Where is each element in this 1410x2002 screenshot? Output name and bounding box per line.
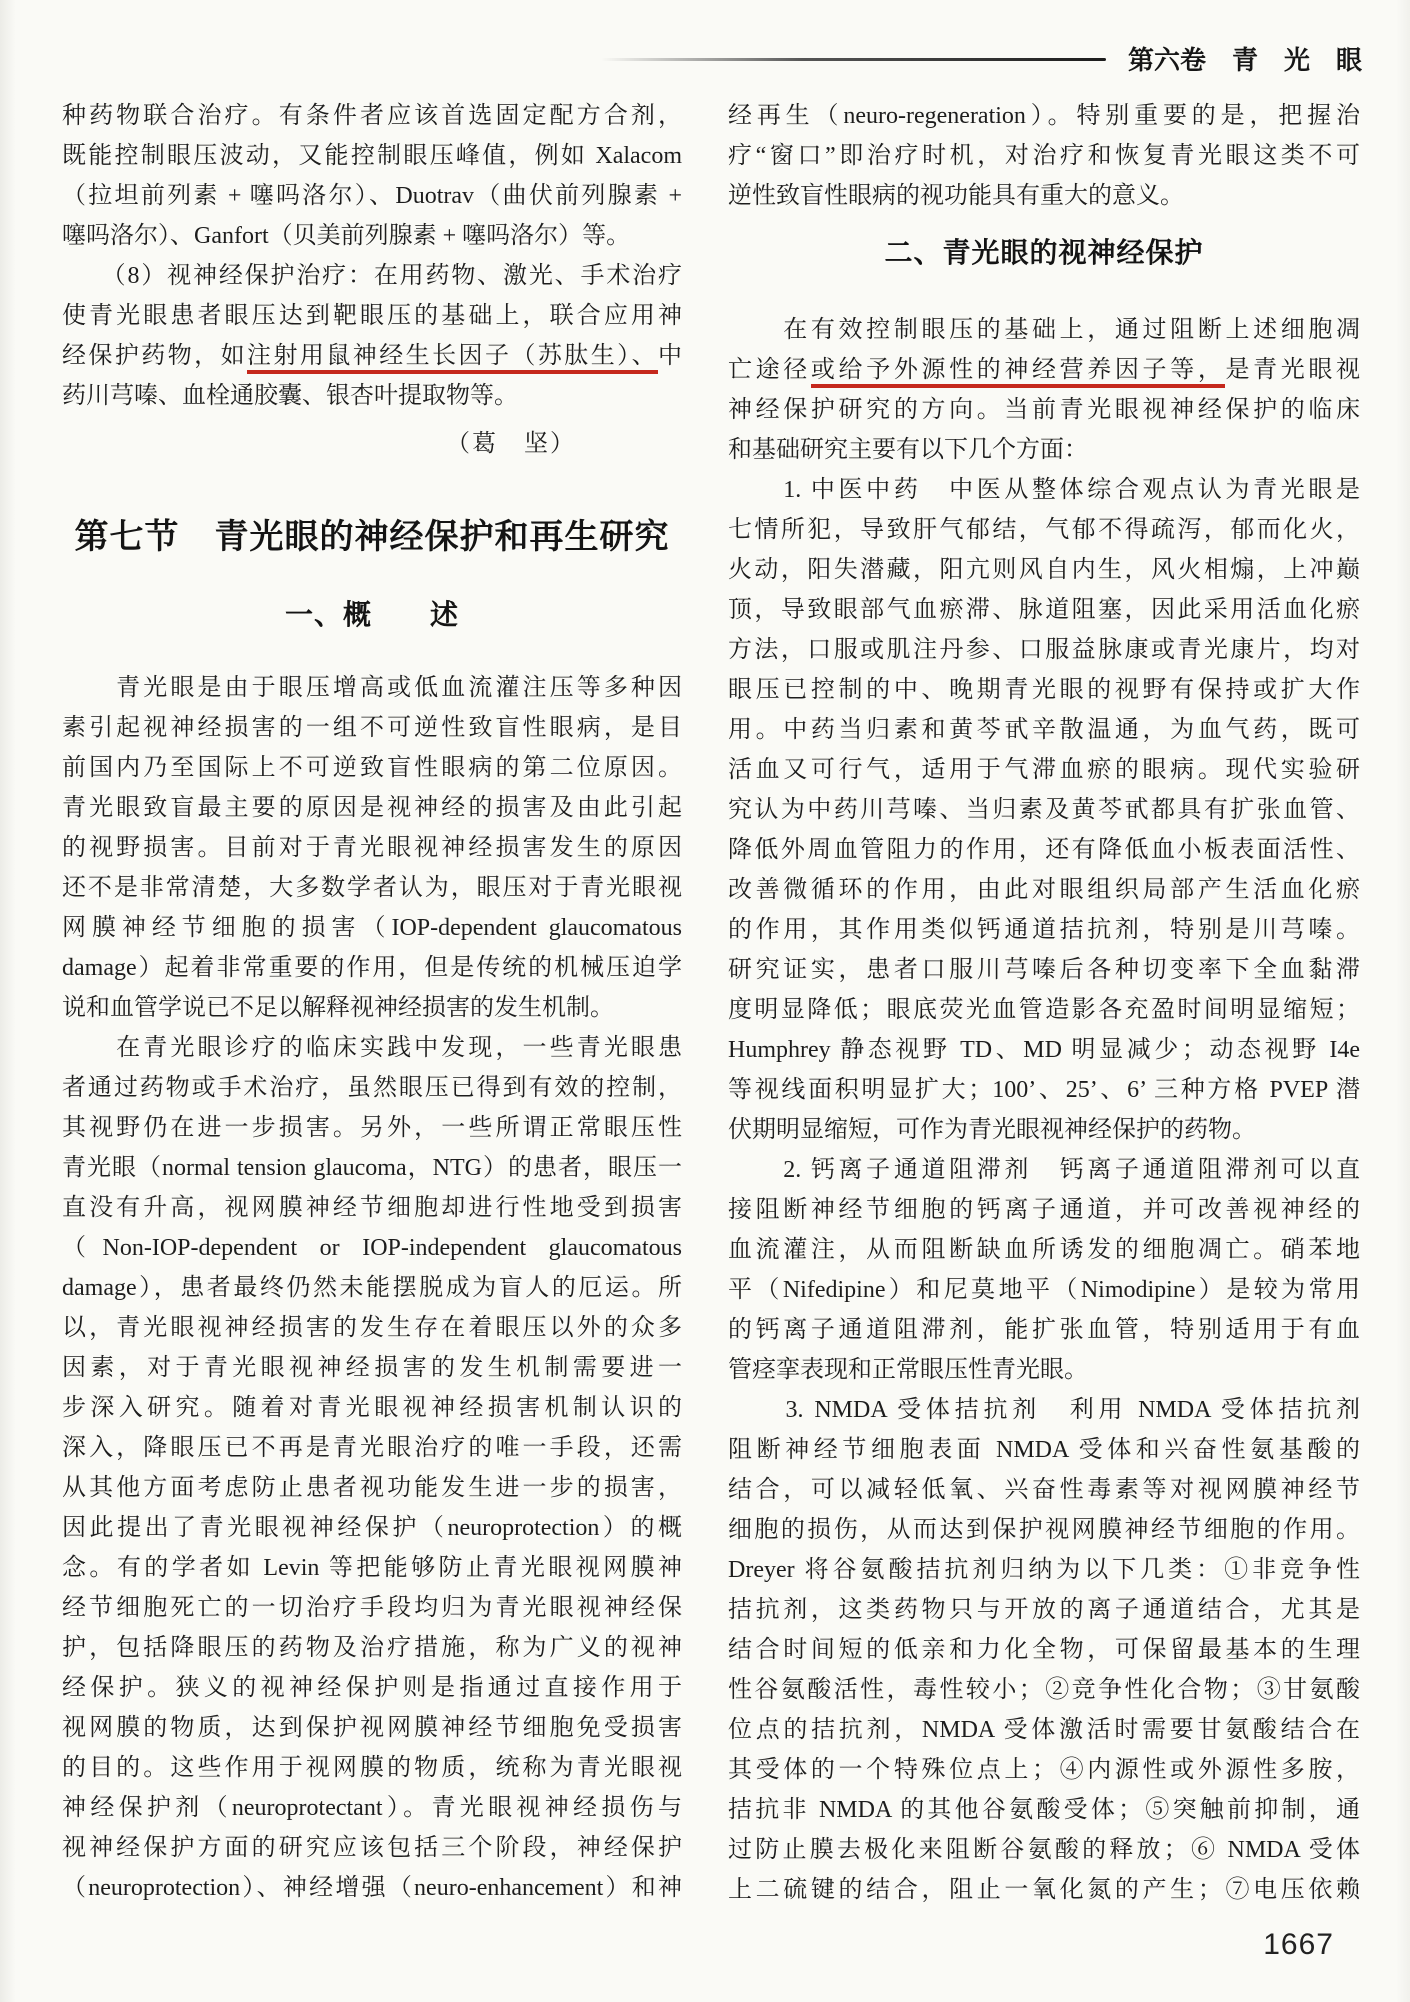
text-line: 眼压已控制的中、晚期青光眼的视野有保持或扩大作	[728, 677, 1360, 703]
text-line: 伏期明显缩短，可作为青光眼视神经保护的药物。	[728, 1117, 1256, 1143]
text-line: 从其他方面考虑防止患者视功能发生进一步的损害，	[62, 1475, 682, 1501]
text-segment: 是青光眼视	[1225, 357, 1361, 383]
text-line: 1. 中医中药 中医从整体综合观点认为青光眼是	[728, 477, 1360, 503]
text-line: 经再生（neuro-regeneration）。特别重要的是，把握治	[728, 103, 1360, 129]
text-line: 和基础研究主要有以下几个方面：	[728, 437, 1088, 463]
text-line: 的作用，其作用类似钙通道拮抗剂，特别是川芎嗪。	[728, 917, 1360, 943]
text-line: 过防止膜去极化来阻断谷氨酸的释放；⑥ NMDA 受体	[728, 1837, 1360, 1863]
text-line: 阻断神经节细胞表面 NMDA 受体和兴奋性氨基酸的	[728, 1437, 1360, 1463]
text-line: damage），患者最终仍然未能摆脱成为盲人的厄运。所	[62, 1275, 682, 1301]
text-segment: 经保护药物，如	[62, 343, 248, 369]
text-segment: 亡途径	[728, 357, 811, 383]
text-line: 经节细胞死亡的一切治疗手段均归为青光眼视神经保	[62, 1595, 682, 1621]
text-line: 网膜神经节细胞的损害（IOP-dependent glaucomatous	[62, 915, 682, 941]
text-line: 青光眼是由于眼压增高或低血流灌注压等多种因	[62, 675, 682, 701]
text-line	[728, 350, 1360, 390]
header-rule	[601, 58, 1106, 61]
text-line: 3. NMDA 受体拮抗剂 利用 NMDA 受体拮抗剂	[728, 1397, 1360, 1423]
text-line: 还不是非常清楚，大多数学者认为，眼压对于青光眼视	[62, 875, 682, 901]
subsection-title: 二、青光眼的视神经保护	[884, 237, 1204, 268]
text-line: 管痉挛表现和正常眼压性青光眼。	[728, 1357, 1088, 1383]
text-line: 使青光眼患者眼压达到靶眼压的基础上，联合应用神	[62, 303, 682, 329]
text-line: 结合时间短的低亲和力化全物，可保留最基本的生理	[728, 1637, 1360, 1663]
left-column	[62, 96, 682, 1908]
text-line: 用。中药当归素和黄芩甙辛散温通，为血气药，既可	[728, 717, 1360, 743]
text-line: 结合，可以减轻低氧、兴奋性毒素等对视网膜神经节	[728, 1477, 1360, 1503]
text-line: 青光眼致盲最主要的原因是视神经的损害及由此引起	[62, 795, 682, 821]
text-line: （拉坦前列素 + 噻吗洛尔）、Duotrav（曲伏前列腺素 +	[62, 183, 682, 209]
text-line: 降低外周血管阻力的作用，还有降低血小板表面活性、	[728, 837, 1360, 863]
text-line: 因素，对于青光眼视神经损害的发生机制需要进一	[62, 1355, 682, 1381]
text-line: 度明显降低；眼底荧光血管造影各充盈时间明显缩短；	[728, 997, 1360, 1023]
text-line: 者通过药物或手术治疗，虽然眼压已得到有效的控制，	[62, 1075, 682, 1101]
text-line: 前国内乃至国际上不可逆致盲性眼病的第二位原因。	[62, 755, 682, 781]
text-line: （8）视神经保护治疗：在用药物、激光、手术治疗	[62, 263, 682, 289]
text-line: 接阻断神经节细胞的钙离子通道，并可改善视神经的	[728, 1197, 1360, 1223]
text-line: Humphrey 静态视野 TD、MD 明显减少；动态视野 I4e	[728, 1037, 1360, 1063]
text-line: 疗“窗口”即治疗时机，对治疗和恢复青光眼这类不可	[728, 143, 1360, 169]
text-line: damage）起着非常重要的作用，但是传统的机械压迫学	[62, 955, 682, 981]
author-signature: （葛 坚）	[446, 431, 576, 457]
text-line: 等视线面积明显扩大；100’、25’、6’ 三种方格 PVEP 潜	[728, 1077, 1360, 1103]
text-line: 方法，口服或肌注丹参、口服益脉康或青光康片，均对	[728, 637, 1360, 663]
text-line: 既能控制眼压波动，又能控制眼压峰值，例如 Xalacom	[62, 143, 682, 169]
text-line: 种药物联合治疗。有条件者应该首选固定配方合剂，	[62, 103, 682, 129]
text-line: 步深入研究。随着对青光眼视神经损害机制认识的	[62, 1395, 682, 1421]
text-line: Dreyer 将谷氨酸拮抗剂归纳为以下几类：①非竞争性	[728, 1557, 1360, 1583]
text-line: 深入，降眼压已不再是青光眼治疗的唯一手段，还需	[62, 1435, 682, 1461]
text-line: 素引起视神经损害的一组不可逆性致盲性眼病，是目	[62, 715, 682, 741]
text-line: 的钙离子通道阻滞剂，能扩张血管，特别适用于有血	[728, 1317, 1360, 1343]
text-line: 七情所犯，导致肝气郁结，气郁不得疏泻，郁而化火，	[728, 517, 1360, 543]
red-underlined-text: 注射用鼠神经生长因子（苏肽生）、	[247, 343, 658, 374]
header-title: 第六卷 青 光 眼	[1127, 45, 1362, 75]
text-line: 平（Nifedipine）和尼莫地平（Nimodipine）是较为常用	[728, 1277, 1360, 1303]
text-line: 视神经保护方面的研究应该包括三个阶段，神经保护	[62, 1835, 682, 1861]
text-line: 噻吗洛尔）、Ganfort（贝美前列腺素 + 噻吗洛尔）等。	[62, 223, 631, 249]
subsection-title: 一、概 述	[284, 599, 459, 630]
text-line: 血流灌注，从而阻断缺血所诱发的细胞凋亡。硝苯地	[728, 1237, 1360, 1263]
text-line: 顶，导致眼部气血瘀滞、脉道阻塞，因此采用活血化瘀	[728, 597, 1360, 623]
text-line: 视网膜的物质，达到保护视网膜神经节细胞免受损害	[62, 1715, 682, 1741]
text-line: 念。有的学者如 Levin 等把能够防止青光眼视网膜神	[62, 1555, 682, 1581]
text-line: （Non-IOP-dependent or IOP-independent glaucomatous	[62, 1235, 682, 1261]
text-line: 说和血管学说已不足以解释视神经损害的发生机制。	[62, 995, 614, 1021]
text-line: 研究证实，患者口服川芎嗪后各种切变率下全血黏滞	[728, 957, 1360, 983]
text-line: 上二硫键的结合，阻止一氧化氮的产生；⑦电压依赖	[728, 1877, 1360, 1903]
text-line: 护，包括降眼压的药物及治疗措施，称为广义的视神	[62, 1635, 682, 1661]
section-title: 第七节 青光眼的神经保护和再生研究	[74, 518, 670, 556]
text-line: 因此提出了青光眼视神经保护（neuroprotection）的概	[62, 1515, 682, 1541]
text-line: 的视野损害。目前对于青光眼视神经损害发生的原因	[62, 835, 682, 861]
text-line: 拮抗剂，这类药物只与开放的离子通道结合，尤其是	[728, 1597, 1360, 1623]
text-line: 神经保护剂（neuroprotectant）。青光眼视神经损伤与	[62, 1795, 682, 1821]
text-line: 神经保护研究的方向。当前青光眼视神经保护的临床	[728, 397, 1360, 423]
text-line: 在青光眼诊疗的临床实践中发现，一些青光眼患	[62, 1035, 682, 1061]
text-line: 火动，阳失潜藏，阳亢则风自内生，风火相煽，上冲巅	[728, 557, 1360, 583]
text-line: 位点的拮抗剂，NMDA 受体激活时需要甘氨酸结合在	[728, 1717, 1360, 1743]
text-line: 青光眼（normal tension glaucoma，NTG）的患者，眼压一	[62, 1155, 682, 1181]
text-line: 究认为中药川芎嗪、当归素及黄芩甙都具有扩张血管、	[728, 797, 1360, 823]
text-line: 2. 钙离子通道阻滞剂 钙离子通道阻滞剂可以直	[728, 1157, 1360, 1183]
text-line: 其视野仍在进一步损害。另外，一些所谓正常眼压性	[62, 1115, 682, 1141]
text-line: 改善微循环的作用，由此对眼组织局部产生活血化瘀	[728, 877, 1360, 903]
text-line: 逆性致盲性眼病的视功能具有重大的意义。	[728, 183, 1184, 209]
right-column	[728, 96, 1360, 1910]
page-header	[0, 40, 1362, 77]
page-number: 1667	[1263, 1928, 1334, 1961]
text-line: 以，青光眼视神经损害的发生存在着眼压以外的众多	[62, 1315, 682, 1341]
text-line: 经保护。狭义的视神经保护则是指通过直接作用于	[62, 1675, 682, 1701]
text-line: 在有效控制眼压的基础上，通过阻断上述细胞凋	[728, 317, 1360, 343]
text-line: 拮抗非 NMDA 的其他谷氨酸受体；⑤突触前抑制，通	[728, 1797, 1360, 1823]
red-underlined-text: 或给予外源性的神经营养因子等，	[811, 357, 1226, 388]
text-line: 活血又可行气，适用于气滞血瘀的眼病。现代实验研	[728, 757, 1360, 783]
text-segment: 中	[658, 343, 683, 369]
text-line: 性谷氨酸活性，毒性较小；②竞争性化合物；③甘氨酸	[728, 1677, 1360, 1703]
text-line: （neuroprotection）、神经增强（neuro-enhancement）和神	[62, 1875, 682, 1901]
text-line: 直没有升高，视网膜神经节细胞却进行性地受到损害	[62, 1195, 682, 1221]
text-line: 药川芎嗪、血栓通胶囊、银杏叶提取物等。	[62, 383, 518, 409]
text-line: 其受体的一个特殊位点上；④内源性或外源性多胺，	[728, 1757, 1360, 1783]
text-line: 的目的。这些作用于视网膜的物质，统称为青光眼视	[62, 1755, 682, 1781]
text-line	[62, 336, 682, 376]
text-line: 细胞的损伤，从而达到保护视网膜神经节细胞的作用。	[728, 1517, 1360, 1543]
